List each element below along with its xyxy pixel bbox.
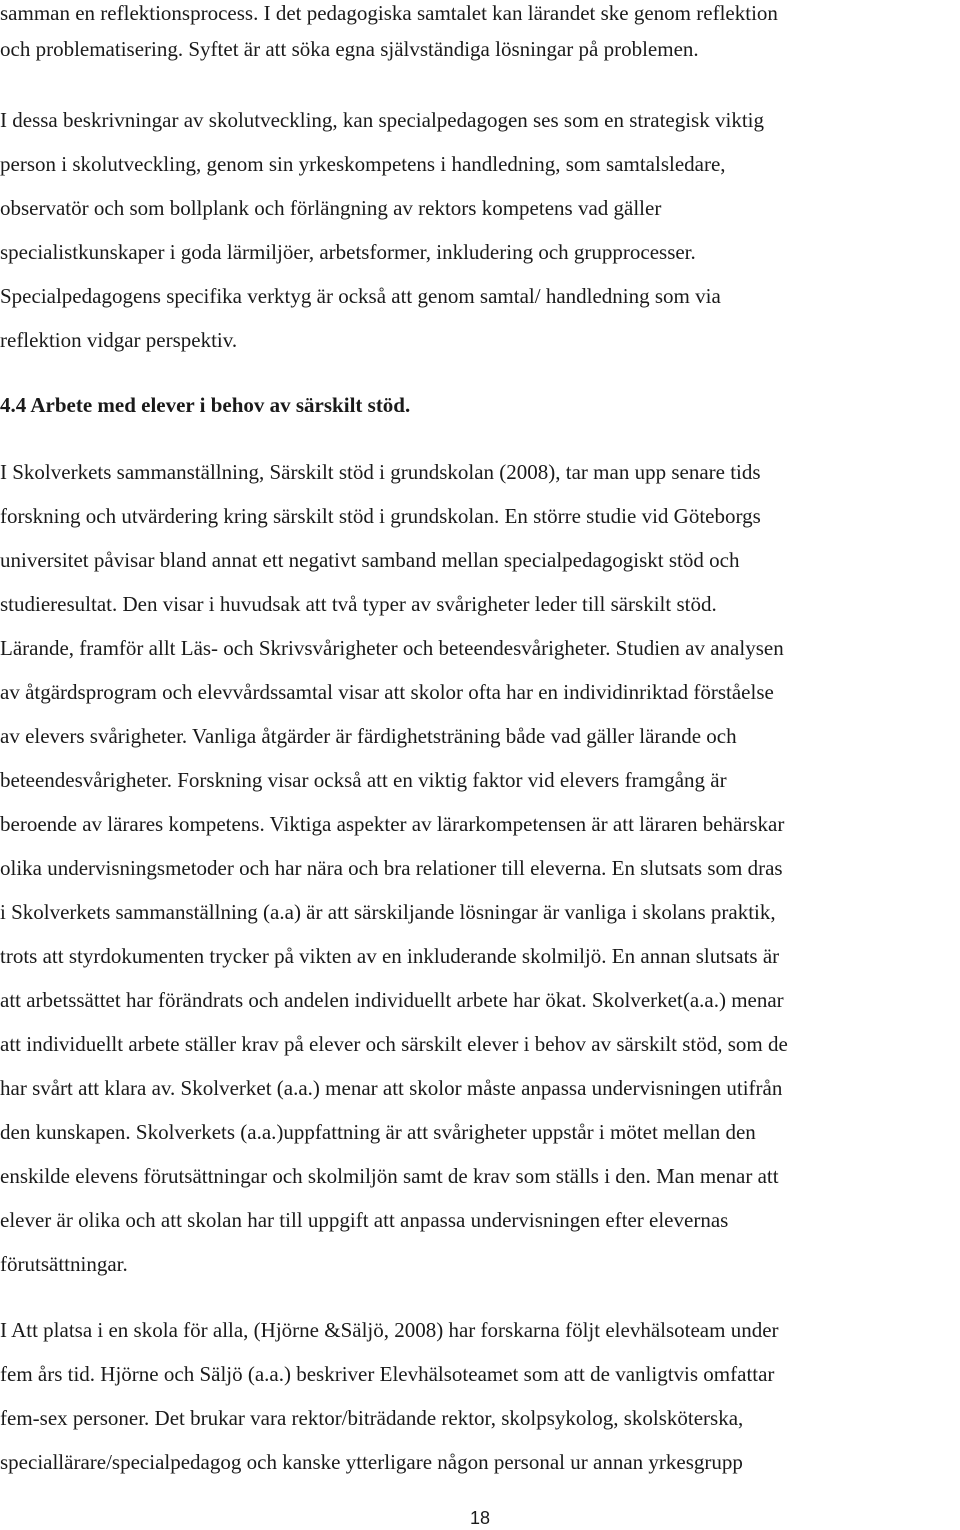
text-line: i Skolverkets sammanställning (a.a) är att särskiljande lösningar är vanliga i skolans praktik,: [0, 900, 776, 924]
text-line: av åtgärdsprogram och elevvårdssamtal visar att skolor ofta har en individinriktad förståelse: [0, 680, 774, 704]
text-line: trots att styrdokumenten trycker på vikten av en inkluderande skolmiljö. En annan slutsats är: [0, 944, 780, 968]
text-line: elever är olika och att skolan har till uppgift att anpassa undervisningen efter elevernas: [0, 1208, 729, 1232]
text-line: beroende av lärares kompetens. Viktiga aspekter av lärarkompetensen är att läraren behärskar: [0, 812, 785, 836]
text-line: samman en reflektionsprocess. I det pedagogiska samtalet kan lärandet ske genom reflektion: [0, 1, 778, 25]
text-line: speciallärare/specialpedagog och kanske ytterligare någon personal ur annan yrkesgrupp: [0, 1450, 743, 1474]
page-number: 18: [469, 1508, 491, 1528]
text-line: fem års tid. Hjörne och Säljö (a.a.) beskriver Elevhälsoteamet som att de vanligtvis omfattar: [0, 1362, 775, 1386]
text-line: att arbetssättet har förändrats och andelen individuellt arbete har ökat. Skolverket(a.a.) menar: [0, 988, 784, 1012]
text-line: I dessa beskrivningar av skolutveckling, kan specialpedagogen ses som en strategisk viktig: [0, 108, 764, 132]
text-line: observatör och som bollplank och förlängning av rektors kompetens vad gäller: [0, 196, 662, 220]
text-line: studieresultat. Den visar i huvudsak att två typer av svårigheter leder till särskilt stöd.: [0, 592, 717, 616]
text-line: olika undervisningsmetoder och har nära och bra relationer till eleverna. En slutsats som dras: [0, 856, 783, 880]
text-line: forskning och utvärdering kring särskilt stöd i grundskolan. En större studie vid Göteborgs: [0, 504, 761, 528]
text-line: person i skolutveckling, genom sin yrkeskompetens i handledning, som samtalsledare,: [0, 152, 726, 176]
text-line: fem-sex personer. Det brukar vara rektor/biträdande rektor, skolpsykolog, skolsköterska,: [0, 1406, 744, 1430]
text-line: av elevers svårigheter. Vanliga åtgärder är färdighetsträning både vad gäller lärande och: [0, 724, 737, 748]
text-line: förutsättningar.: [0, 1252, 128, 1276]
text-line: universitet påvisar bland annat ett negativt samband mellan specialpedagogiskt stöd och: [0, 548, 740, 572]
text-line: och problematisering. Syftet är att söka egna självständiga lösningar på problemen.: [0, 37, 699, 61]
text-line: reflektion vidgar perspektiv.: [0, 328, 238, 352]
text-line: I Att platsa i en skola för alla, (Hjörne &Säljö, 2008) har forskarna följt elevhälsoteam under: [0, 1318, 779, 1342]
text-line: har svårt att klara av. Skolverket (a.a.) menar att skolor måste anpassa undervisningen utifrån: [0, 1076, 783, 1100]
text-line: Specialpedagogens specifika verktyg är också att genom samtal/ handledning som via: [0, 284, 721, 308]
text-line: I Skolverkets sammanställning, Särskilt stöd i grundskolan (2008), tar man upp senare tids: [0, 460, 761, 484]
text-line: enskilde elevens förutsättningar och skolmiljön samt de krav som ställs i den. Man menar att: [0, 1164, 779, 1188]
text-line: beteendesvårigheter. Forskning visar också att en viktig faktor vid elevers framgång är: [0, 768, 727, 792]
text-line: specialistkunskaper i goda lärmiljöer, arbetsformer, inkludering och grupprocesser.: [0, 240, 696, 264]
text-line: den kunskapen. Skolverkets (a.a.)uppfattning är att svårigheter uppstår i mötet mellan den: [0, 1120, 756, 1144]
text-line: Lärande, framför allt Läs- och Skrivsvårigheter och beteendesvårigheter. Studien av analysen: [0, 636, 784, 660]
text-line: att individuellt arbete ställer krav på elever och särskilt elever i behov av särskilt stöd, som de: [0, 1032, 788, 1056]
section-heading: 4.4 Arbete med elever i behov av särskilt stöd.: [0, 393, 411, 417]
